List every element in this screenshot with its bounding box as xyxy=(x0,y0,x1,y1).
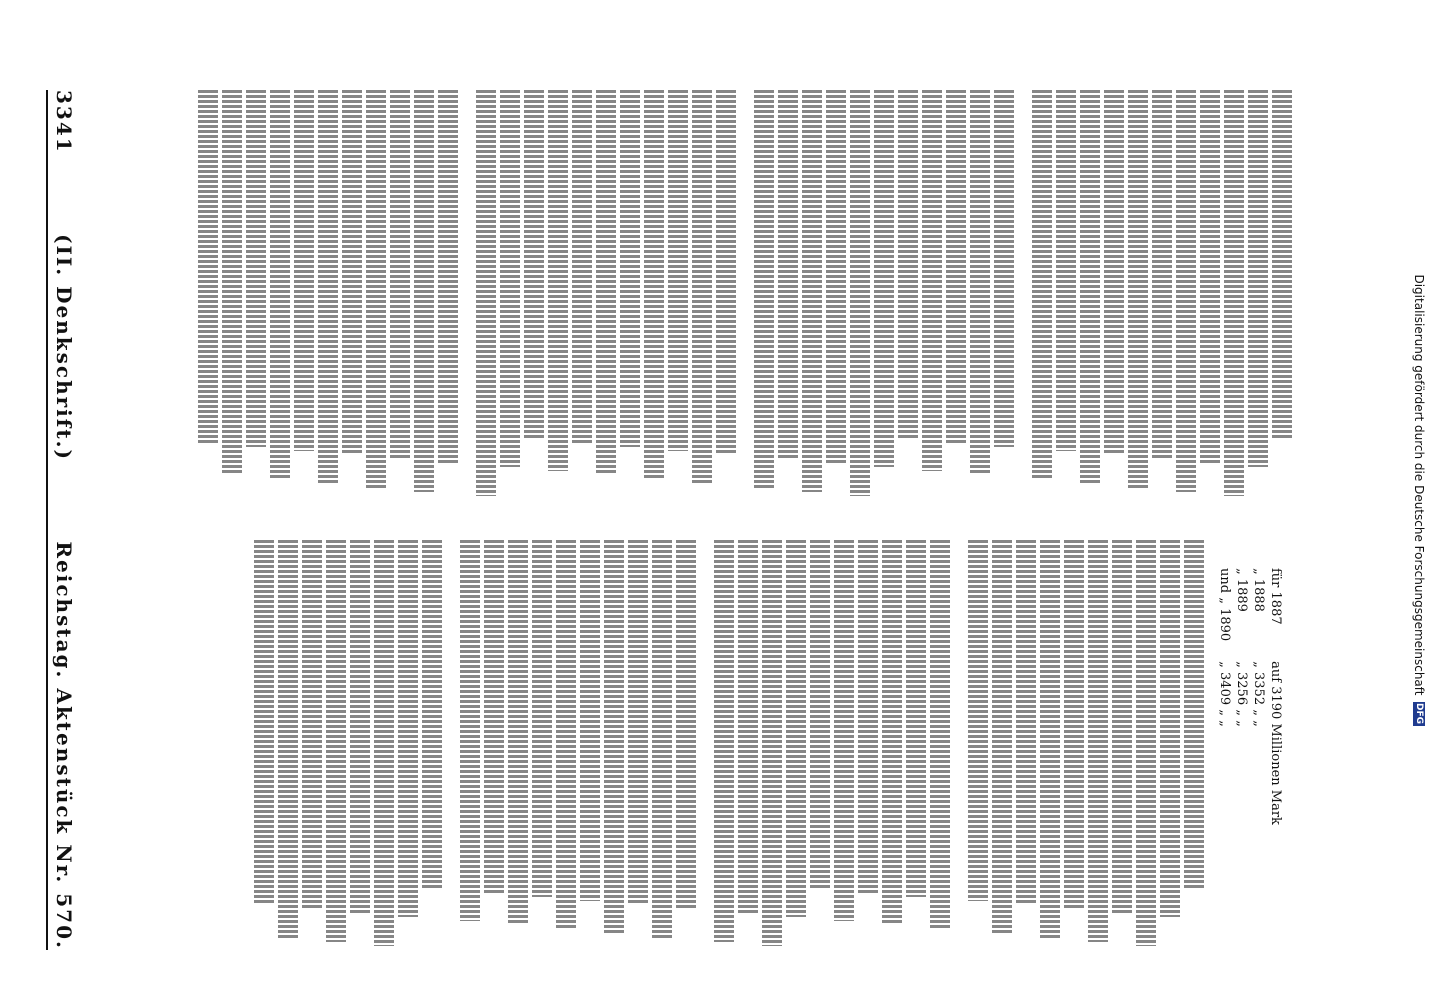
figures-row xyxy=(1233,558,1250,835)
text-line-illegible xyxy=(898,90,918,439)
text-line-illegible xyxy=(604,540,624,934)
text-line-illegible xyxy=(302,540,322,909)
text-line-illegible xyxy=(270,90,290,480)
column-right xyxy=(92,540,1292,950)
text-line-illegible xyxy=(644,90,664,480)
figures-value: auf 3190 Millionen Mark xyxy=(1268,661,1283,825)
text-line-illegible xyxy=(754,90,774,488)
text-line-illegible xyxy=(318,90,338,484)
text-line-illegible xyxy=(906,540,926,897)
text-line-illegible xyxy=(508,540,528,925)
text-line-illegible xyxy=(826,90,846,463)
dfg-logo: DFG xyxy=(1414,702,1424,724)
text-line-illegible xyxy=(786,540,806,917)
text-line-illegible xyxy=(460,540,480,921)
text-line-illegible xyxy=(1104,90,1124,455)
text-line-illegible xyxy=(556,540,576,930)
funding-text: Digitalisierung gefördert durch die Deutsche Forschungsgemeinschaft xyxy=(1412,274,1426,696)
text-line-illegible xyxy=(366,90,386,488)
text-line-illegible xyxy=(668,90,688,451)
text-line-illegible xyxy=(246,90,266,447)
figures-year: „ 1889 xyxy=(1234,568,1249,612)
text-line-illegible xyxy=(620,90,640,447)
publication-title: Reichstag. Aktenstück Nr. 570. xyxy=(52,541,76,950)
text-line-illegible xyxy=(1136,540,1156,946)
figures-year: und „ 1890 xyxy=(1217,568,1232,642)
text-line-illegible xyxy=(548,90,568,471)
text-line-illegible xyxy=(1040,540,1060,938)
text-line-illegible xyxy=(198,90,218,443)
text-line-illegible xyxy=(278,540,298,938)
text-line-illegible xyxy=(1080,90,1100,484)
text-line-illegible xyxy=(1176,90,1196,492)
text-line-illegible xyxy=(1016,540,1036,905)
text-line-illegible xyxy=(1200,90,1220,463)
figures-table xyxy=(1216,558,1284,835)
text-line-illegible xyxy=(676,540,696,909)
text-line-illegible xyxy=(1272,90,1292,439)
text-line-illegible xyxy=(422,540,442,889)
text-line-illegible xyxy=(476,90,496,496)
text-line-illegible xyxy=(596,90,616,475)
text-line-illegible xyxy=(970,90,990,475)
text-line-illegible xyxy=(850,90,870,496)
text-line-illegible xyxy=(628,540,648,905)
text-line-illegible xyxy=(1160,540,1180,917)
figures-row xyxy=(1267,558,1284,835)
page-number: 3341 xyxy=(52,90,76,154)
text-line-illegible xyxy=(968,540,988,901)
text-line-illegible xyxy=(484,540,504,893)
text-line-illegible xyxy=(390,90,410,459)
text-line-illegible xyxy=(922,90,942,471)
text-line-illegible xyxy=(1184,540,1204,889)
text-line-illegible xyxy=(992,540,1012,934)
text-line-illegible xyxy=(1112,540,1132,913)
text-line-illegible xyxy=(716,90,736,455)
text-line-illegible xyxy=(1064,540,1084,909)
column-left xyxy=(92,90,1292,500)
text-line-illegible xyxy=(762,540,782,946)
text-line-illegible xyxy=(398,540,418,917)
figures-value: „ 3352 „ „ xyxy=(1251,661,1266,727)
text-line-illegible xyxy=(438,90,458,463)
text-line-illegible xyxy=(1032,90,1052,480)
section-label: (II. Denkschrift.) xyxy=(52,234,76,462)
figures-value: „ 3409 „ „ xyxy=(1217,661,1232,727)
figures-value: „ 3256 „ „ xyxy=(1234,661,1249,727)
text-line-illegible xyxy=(326,540,346,942)
text-line-illegible xyxy=(524,90,544,439)
text-line-illegible xyxy=(374,540,394,946)
text-line-illegible xyxy=(874,90,894,467)
text-line-illegible xyxy=(834,540,854,921)
text-line-illegible xyxy=(222,90,242,475)
text-line-illegible xyxy=(572,90,592,443)
text-line-illegible xyxy=(882,540,902,925)
text-line-illegible xyxy=(714,540,734,942)
text-line-illegible xyxy=(810,540,830,889)
text-line-illegible xyxy=(1248,90,1268,467)
text-line-illegible xyxy=(1224,90,1244,496)
text-line-illegible xyxy=(858,540,878,893)
figures-year: für 1887 xyxy=(1268,568,1283,625)
text-line-illegible xyxy=(342,90,362,455)
text-line-illegible xyxy=(1128,90,1148,488)
text-line-illegible xyxy=(414,90,434,492)
text-line-illegible xyxy=(946,90,966,443)
text-line-illegible xyxy=(692,90,712,484)
text-line-illegible xyxy=(500,90,520,467)
figures-row xyxy=(1250,558,1267,835)
text-line-illegible xyxy=(652,540,672,938)
text-line-illegible xyxy=(580,540,600,901)
text-line-illegible xyxy=(532,540,552,897)
text-line-illegible xyxy=(994,90,1014,447)
figures-year: „ 1888 xyxy=(1251,568,1266,612)
funding-notice xyxy=(1406,0,1432,1000)
text-line-illegible xyxy=(930,540,950,930)
text-line-illegible xyxy=(1056,90,1076,451)
running-head xyxy=(46,90,80,950)
text-line-illegible xyxy=(1152,90,1172,459)
figures-row xyxy=(1216,558,1233,835)
text-line-illegible xyxy=(802,90,822,492)
text-line-illegible xyxy=(350,540,370,913)
text-line-illegible xyxy=(1088,540,1108,942)
text-line-illegible xyxy=(294,90,314,451)
text-line-illegible xyxy=(738,540,758,913)
text-line-illegible xyxy=(254,540,274,905)
text-line-illegible xyxy=(778,90,798,459)
